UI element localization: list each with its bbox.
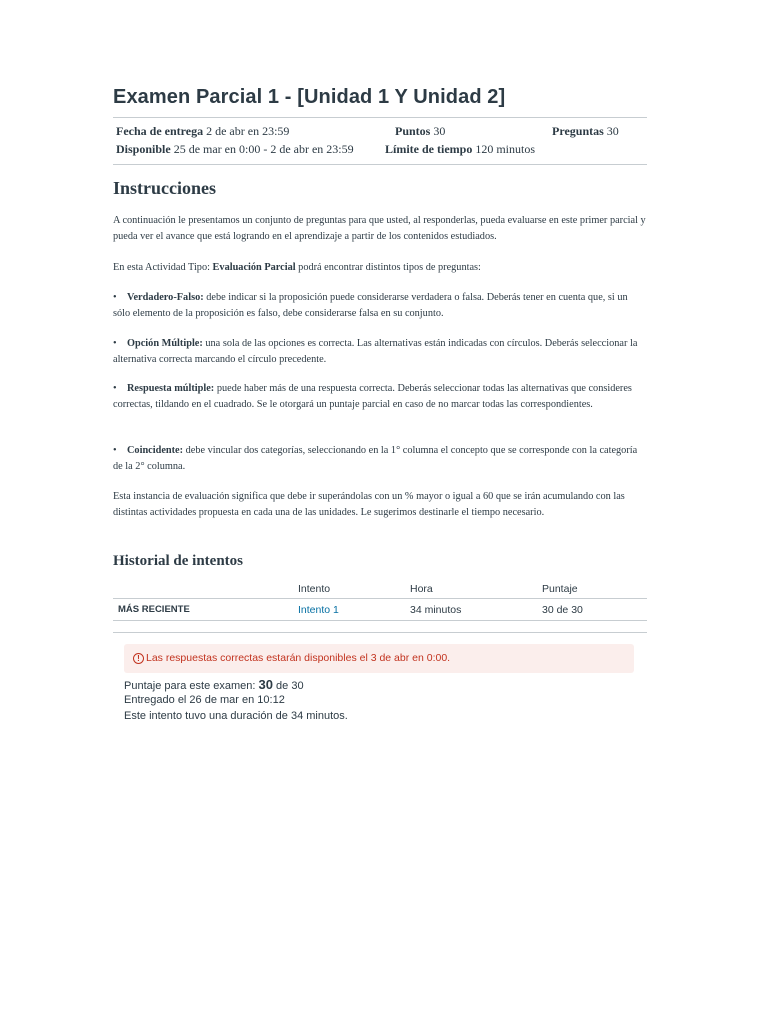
column-header-time: Hora bbox=[410, 583, 433, 595]
time-limit: Límite de tiempo 120 minutos bbox=[385, 142, 535, 156]
available-dates: Disponible 25 de mar en 0:00 - 2 de abr en 23:59 bbox=[116, 142, 354, 156]
points: Puntos 30 bbox=[395, 124, 446, 138]
instructions-intro: A continuación le presentamos un conjunto de preguntas para que usted, al responderlas, pueda evaluarse en este primer parcial y pueda ver el avance que está logrando en el aprendizaje a partir de los contenidos estudiados. bbox=[113, 215, 646, 242]
column-header-attempt: Intento bbox=[298, 583, 331, 595]
question-type-item: • Respuesta múltiple: puede haber más de una respuesta correcta. Deberás seleccionar todas las alternativas que consideres correctas, tildando en el cuadrado. Se le otorgará un puntaje parcial en caso de no marcar todas las correspondientes. bbox=[113, 383, 632, 410]
instructions-heading: Instrucciones bbox=[113, 178, 216, 198]
attempt-link[interactable]: Intento 1 bbox=[298, 604, 339, 616]
table-header bbox=[113, 579, 647, 599]
attempt-history-heading: Historial de intentos bbox=[113, 553, 243, 569]
page-title: Examen Parcial 1 - [Unidad 1 Y Unidad 2] bbox=[113, 86, 506, 108]
quiz-details bbox=[113, 117, 647, 165]
divider bbox=[113, 632, 647, 633]
question-type-item: • Verdadero-Falso: debe indicar si la proposición puede considerarse verdadera o falsa. Deberás tener en cuenta que, si un sólo elemento de la proposición es falso, debe considerarse falsa en su conjunto. bbox=[113, 292, 628, 319]
attempt-duration: Este intento tuvo una duración de 34 minutos. bbox=[124, 710, 348, 722]
question-type-item: • Coincidente: debe vincular dos categorías, seleccionando en la 1° columna el concepto que se corresponde con la categoría de la 2° columna. bbox=[113, 445, 638, 472]
latest-label: MÁS RECIENTE bbox=[118, 604, 190, 615]
column-header-score: Puntaje bbox=[542, 583, 578, 595]
table-row bbox=[113, 599, 647, 621]
attempt-score: 30 de 30 bbox=[542, 604, 583, 616]
question-type-item: • Opción Múltiple: una sola de las opciones es correcta. Las alternativas están indicadas con círculos. Deberás seleccionar la alternativa correcta marcando el círculo precedente. bbox=[113, 338, 638, 365]
answers-availability-alert bbox=[124, 644, 634, 673]
questions-count: Preguntas 30 bbox=[552, 124, 619, 138]
attempt-history-table bbox=[113, 579, 647, 621]
alert-text: Las respuestas correctas estarán disponibles el 3 de abr en 0:00. bbox=[146, 652, 451, 664]
warning-icon: ! bbox=[133, 653, 144, 664]
attempt-time: 34 minutos bbox=[410, 604, 462, 616]
instructions-activity-type: En esta Actividad Tipo: Evaluación Parcial podrá encontrar distintos tipos de preguntas: bbox=[113, 262, 481, 273]
submitted-date: Entregado el 26 de mar en 10:12 bbox=[124, 694, 285, 706]
due-date: Fecha de entrega 2 de abr en 23:59 bbox=[116, 124, 290, 138]
exam-score: Puntaje para este examen: 30 de 30 bbox=[124, 677, 304, 692]
instructions-closing: Esta instancia de evaluación significa que debe ir superándolas con un % mayor o igual a 60 que se irán acumulando con las distintas actividades propuesta en cada una de las unidades. Le sugerimos destinarle el tiempo necesario. bbox=[113, 491, 625, 518]
